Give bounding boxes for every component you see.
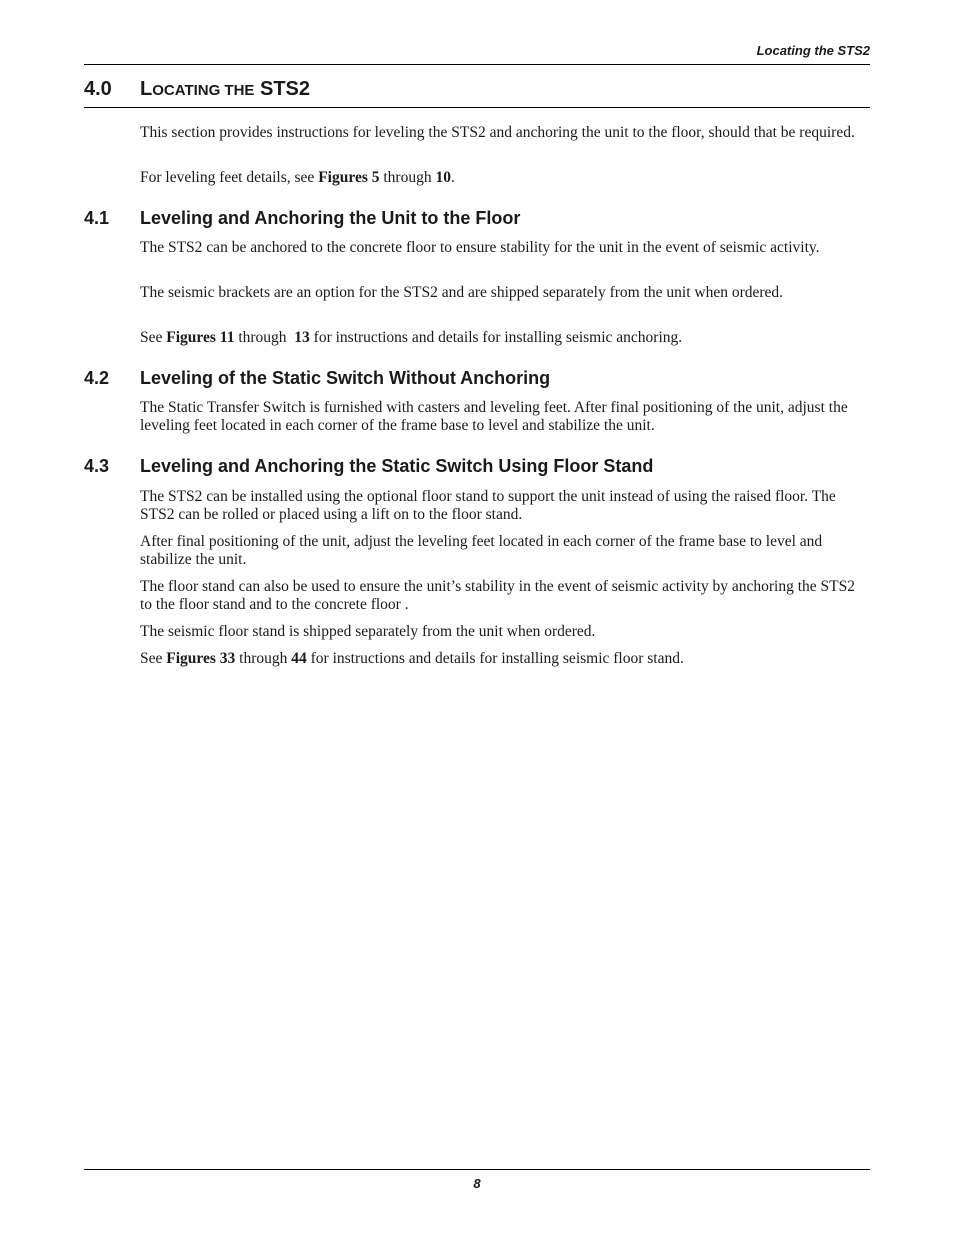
text-run: through	[234, 329, 295, 346]
intro-paragraph-1: This section provides instructions for leveling the STS2 and anchoring the unit to the floor, should that be required.	[140, 124, 855, 141]
figure-reference: 44	[291, 650, 307, 667]
section-title-last: STS2	[260, 78, 311, 100]
subsection-number: 4.1	[84, 208, 110, 228]
section-title-initial: L	[140, 78, 153, 100]
s43-paragraph-4: The seismic floor stand is shipped separately from the unit when ordered.	[140, 623, 596, 640]
s41-paragraph-2: The seismic brackets are an option for the STS2 and are shipped separately from the unit when ordered.	[140, 284, 784, 301]
running-header: Locating the STS2	[756, 43, 870, 58]
subsection-title: Leveling and Anchoring the Unit to the Floor	[140, 208, 521, 228]
section-heading-rule	[84, 107, 870, 108]
section-heading	[84, 78, 870, 101]
s43-paragraph-1: The STS2 can be installed using the optional floor stand to support the unit instead of using the raised floor. The STS2 can be rolled or placed using a lift on to the floor stand.	[140, 488, 836, 523]
text-run: See	[140, 650, 167, 667]
intro-paragraph-2	[140, 169, 870, 187]
section-number: 4.0	[84, 78, 112, 100]
subsection-heading-4-3	[84, 456, 870, 477]
s43-paragraph-5	[140, 650, 870, 668]
subsection-title: Leveling and Anchoring the Static Switch Using Floor Stand	[140, 456, 654, 476]
figure-reference: Figures 11	[166, 329, 235, 346]
page-number: 8	[473, 1176, 481, 1191]
text-run: for instructions and details for installing seismic floor stand.	[306, 650, 684, 667]
footer-rule	[84, 1169, 870, 1170]
s41-paragraph-1: The STS2 can be anchored to the concrete floor to ensure stability for the unit in the event of seismic activity.	[140, 239, 820, 256]
figure-reference: 13	[294, 329, 310, 346]
text-run: See	[140, 329, 167, 346]
figure-reference: Figures 5	[318, 169, 380, 186]
s43-paragraph-3: The floor stand can also be used to ensure the unit’s stability in the event of seismic activity by anchoring the STS2 to the floor stand and to the concrete floor .	[140, 578, 855, 613]
text-run: through	[235, 650, 292, 667]
s41-paragraph-3	[140, 329, 870, 347]
header-rule	[84, 64, 870, 65]
subsection-number: 4.3	[84, 456, 110, 476]
section-title-small-caps: OCATING THE	[152, 82, 255, 99]
figure-reference: 10	[435, 169, 451, 186]
s43-paragraph-2: After final positioning of the unit, adjust the leveling feet located in each corner of the frame base to level and stabilize the unit.	[140, 533, 823, 568]
subsection-title: Leveling of the Static Switch Without Anchoring	[140, 368, 551, 388]
text-run: through	[379, 169, 436, 186]
figure-reference: Figures 33	[166, 650, 236, 667]
subsection-number: 4.2	[84, 368, 110, 388]
text-run: .	[450, 169, 455, 186]
subsection-heading-4-1	[84, 208, 870, 229]
s42-paragraph-1: The Static Transfer Switch is furnished with casters and leveling feet. After final positioning of the unit, adjust the leveling feet located in each corner of the frame base to level and stabilize the unit.	[140, 399, 848, 434]
text-run: For leveling feet details, see	[140, 169, 319, 186]
text-run: for instructions and details for installing seismic anchoring.	[309, 329, 683, 346]
subsection-heading-4-2	[84, 368, 870, 389]
